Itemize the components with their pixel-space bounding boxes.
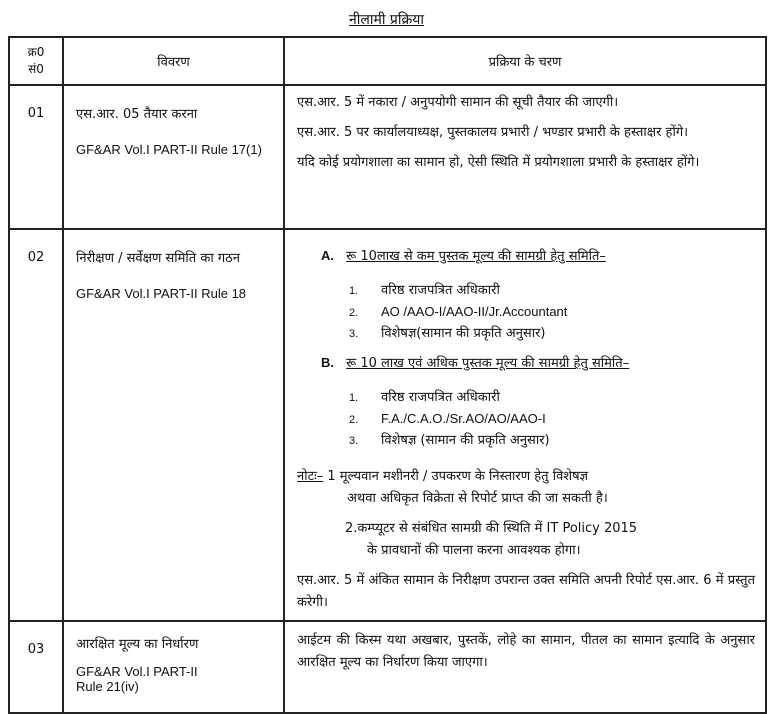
header-description: विवरण	[63, 37, 284, 85]
committee-section-b	[321, 353, 755, 371]
row-description-text: आरक्षित मूल्य का निर्धारण	[76, 637, 199, 652]
auction-process-table	[8, 36, 767, 714]
row-steps	[284, 621, 766, 713]
rule-line2: Rule 21(iv)	[76, 679, 139, 694]
list-item: 2. AO /AAO-I/AAO-II/Jr.Accountant	[349, 304, 568, 319]
header-serial-line2: सं0	[28, 62, 44, 76]
step-text: एस.आर. 5 पर कार्यालयाध्यक्ष, पुस्तकालय प्रभारी / भण्डार प्रभारी के हस्ताक्षर होंगे।	[297, 125, 689, 140]
row-rule-reference: GF&AR Vol.I PART-II Rule 17(1)	[76, 142, 262, 157]
row-steps	[284, 229, 766, 621]
table-row	[9, 229, 766, 621]
row-description-text: निरीक्षण / सर्वेक्षण समिति का गठन	[76, 251, 240, 266]
table-row	[9, 85, 766, 229]
table-header-row	[9, 37, 766, 85]
note-2-line2: के प्रावधानों की पालना करना आवश्यक होगा।	[367, 543, 581, 558]
header-serial-number	[9, 37, 63, 85]
row-number: 02	[9, 229, 63, 621]
section-label: B.	[321, 355, 334, 370]
note-1	[297, 466, 755, 510]
step-text: यदि कोई प्रयोगशाला का सामान हो, ऐसी स्थिति में प्रयोगशाला प्रभारी के हस्ताक्षर होंगे।	[297, 155, 700, 170]
section-heading: रू 10लाख से कम पुस्तक मूल्य की सामग्री हेतु समिति–	[346, 249, 606, 264]
row-description-text: एस.आर. 05 तैयार करना	[76, 107, 198, 122]
committee-report-text: एस.आर. 5 में अंकित सामान के निरीक्षण उपरान्त उक्त समिति अपनी रिपोर्ट एस.आर. 6 में प्रस्तुत करेगी।	[297, 573, 755, 610]
committee-b-members	[297, 389, 755, 450]
list-item: 3. विशेषज्ञ(सामान की प्रकृति अनुसार)	[349, 326, 546, 341]
rule-line1: GF&AR Vol.I PART-II	[76, 664, 198, 679]
step-text: आईटम की किस्म यथा अखबार, पुस्तकें, लोहे का सामान, पीतल का सामान इत्यादि के अनुसार आरक्षित मूल्य का निर्धारण किया जाएगा।	[297, 633, 755, 670]
note-2	[345, 518, 755, 562]
row-number: 01	[9, 85, 63, 229]
list-item: 1. वरिष्ठ राजपत्रित अधिकारी	[349, 390, 500, 405]
table-row	[9, 621, 766, 713]
section-label: A.	[321, 248, 334, 263]
header-process-steps: प्रक्रिया के चरण	[284, 37, 766, 85]
note-1-line2: अथवा अधिकृत विक्रेता से रिपोर्ट प्राप्त की जा सकती है।	[347, 491, 608, 506]
note-2-line1: 2.कम्प्यूटर से संबंधित सामग्री की स्थिति में IT Policy 2015	[345, 521, 638, 536]
row-description	[63, 229, 284, 621]
committee-section-a	[321, 246, 755, 264]
list-item: 3. विशेषज्ञ (सामान की प्रकृति अनुसार)	[349, 433, 550, 448]
note-label: नोटः–	[297, 469, 324, 484]
list-item: 2. F.A./C.A.O./Sr.AO/AO/AAO-I	[349, 411, 546, 426]
list-item: 1. वरिष्ठ राजपत्रित अधिकारी	[349, 283, 500, 298]
row-steps	[284, 85, 766, 229]
row-description	[63, 621, 284, 713]
row-number: 03	[9, 621, 63, 713]
row-rule-reference: GF&AR Vol.I PART-II Rule 18	[76, 286, 247, 301]
header-serial-line1: क्र0	[27, 45, 45, 59]
row-rule-reference	[76, 664, 273, 694]
note-1-line1: 1 मूल्यवान मशीनरी / उपकरण के निस्तारण हेतु विशेषज्ञ	[327, 469, 588, 484]
section-heading: रू 10 लाख एवं अधिक पुस्तक मूल्य की सामग्री हेतु समिति–	[346, 356, 630, 371]
step-text: एस.आर. 5 में नकारा / अनुपयोगी सामान की सूची तैयार की जाएगी।	[297, 95, 619, 110]
row-description	[63, 85, 284, 229]
committee-a-members	[297, 282, 755, 343]
page-title: नीलामी प्रक्रिया	[348, 12, 425, 28]
